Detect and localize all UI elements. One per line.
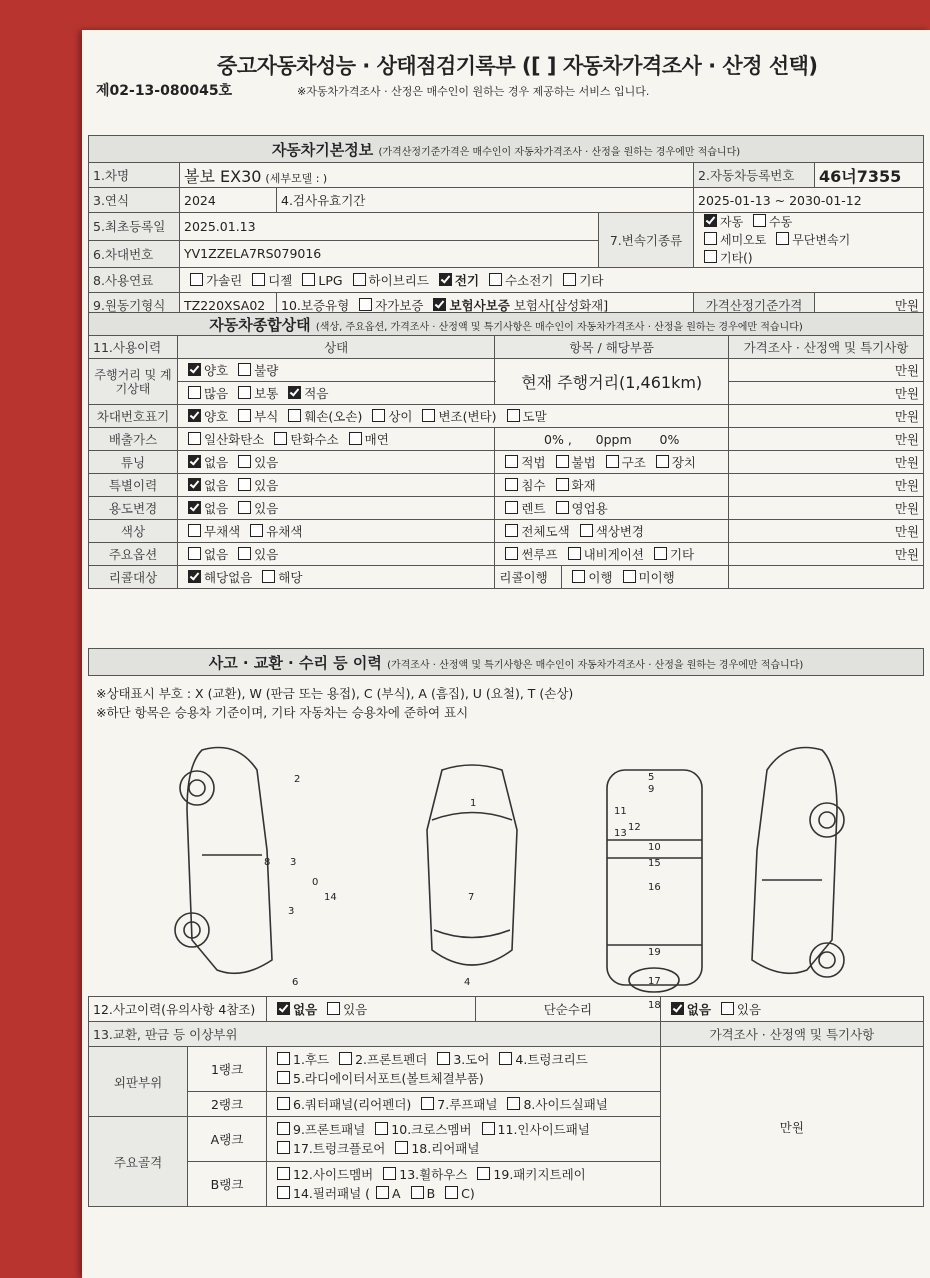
trans-manual-checkbox[interactable] [753,214,766,227]
pillar-b-label: B [426,1186,436,1201]
outer-label: 외판부위 [89,1047,188,1117]
emission-smoke-label: 매연 [364,432,389,447]
rankA-items [267,1117,661,1162]
mileage-value: 현재 주행거리(1,461km) [495,359,729,405]
trunk-floor-label: 17.트렁크플로어 [293,1141,386,1156]
fuel-gasoline-label: 가솔린 [206,273,243,288]
vin-mark-painted-checkbox[interactable] [507,409,520,422]
rear-panel-label: 18.리어패널 [411,1141,480,1156]
vin-mark-options [178,405,729,428]
rear-right-hub-icon [819,952,835,968]
vin-mark-damaged-checkbox[interactable] [288,409,301,422]
status-section-title: 자동차종합상태 [209,315,311,334]
color-label: 색상 [89,520,178,543]
special-fire-checkbox[interactable] [556,478,569,491]
basic-info-table [88,135,924,318]
trunk-lid-label: 4.트렁크리드 [515,1052,588,1067]
usage-business-checkbox[interactable] [556,501,569,514]
accident-section-header [89,649,924,676]
warranty-self-label: 자가보증 [375,298,424,313]
tuning-illegal-label: 불법 [571,455,596,470]
mileage-good-label: 양호 [204,363,229,378]
car-right-side-outline [752,748,837,974]
recall-done-checkbox[interactable] [572,570,585,583]
tuning-yes-checkbox[interactable] [238,455,251,468]
color-full-paint-label: 전체도색 [521,524,570,539]
year-label: 3.연식 [89,188,180,213]
recall-yes-checkbox[interactable] [262,570,275,583]
color-price: 만원 [729,520,924,543]
front-left-hub-icon [189,780,205,796]
trans-semi-label: 세미오토 [720,233,767,247]
warranty-self-checkbox[interactable] [359,298,372,311]
trans-semi-checkbox[interactable] [704,232,717,245]
col-price: 가격조사 · 산정액 및 특기사항 [729,336,924,359]
special-flood-checkbox[interactable] [505,478,518,491]
trans-other-checkbox[interactable] [704,250,717,263]
color-options [178,520,495,543]
accident-header-table [88,648,924,676]
vin-mark-corrosion-checkbox[interactable] [238,409,251,422]
radiator-support-label: 5.라디에이터서포트(볼트체결부품) [293,1071,484,1086]
usage-rent-checkbox[interactable] [505,501,518,514]
diagram-num-front-9: 9 [648,784,655,795]
fuel-label: 8.사용연료 [89,268,180,293]
accident-none-label: 없음 [293,1002,318,1017]
vin-mark-painted-label: 도말 [522,409,547,424]
diagram-num-left-door-rear: 3 [288,906,295,917]
vin: YV1ZZELA7RS079016 [180,240,599,268]
vin-mark-corrosion-label: 부식 [254,409,279,424]
special-none-label: 없음 [204,478,229,493]
year: 2024 [180,188,277,213]
vin-mark-different-label: 상이 [388,409,413,424]
rear-panel-checkbox[interactable] [395,1141,408,1154]
pillar-panel-label: 14.필러패널 ( [293,1186,371,1201]
recall-options [178,566,495,589]
usage-rent-label: 렌트 [521,501,546,516]
side-sill-checkbox[interactable] [507,1097,520,1110]
option-navi-checkbox[interactable] [568,547,581,560]
tuning-legal-label: 적법 [521,455,546,470]
recall-item-label: 리콜이행 [495,566,562,589]
inspection-label: 4.검사유효기간 [277,188,694,213]
emission-hc-label: 탄화수소 [290,432,339,447]
tuning-structure-checkbox[interactable] [606,455,619,468]
wheel-house-label: 13.휠하우스 [399,1167,468,1182]
fuel-diesel-checkbox[interactable] [252,273,265,286]
special-yes-label: 있음 [254,478,279,493]
accident-section-title: 사고 · 교환 · 수리 등 이력 [208,653,382,672]
mileage-high-checkbox[interactable] [188,386,201,399]
fuel-other-label: 기타 [579,273,604,288]
tuning-illegal-checkbox[interactable] [556,455,569,468]
swap-price: 만원 [660,1047,923,1207]
diagram-num-trunk-floor: 17 [648,976,661,987]
vin-mark-different-checkbox[interactable] [372,409,385,422]
diagram-num-left-sill: 8 [264,857,271,868]
usage-yes-label: 있음 [254,501,279,516]
roof-panel-label: 7.루프패널 [437,1097,498,1112]
front-fender-label: 2.프론트펜더 [355,1052,428,1067]
usage-none-label: 없음 [204,501,229,516]
mileage-low-checkbox[interactable] [288,386,301,399]
diagram-num-side-member: 12 [628,822,641,833]
fuel-hydrogen-checkbox[interactable] [489,273,502,286]
recall-na-label: 해당없음 [204,570,253,585]
special-price: 만원 [729,474,924,497]
mileage-state-row1 [178,359,495,382]
emission-values: 0% , 0ppm 0% [495,428,729,451]
trans-auto-label: 자동 [720,215,744,229]
recall-label: 리콜대상 [89,566,178,589]
fuel-hybrid-label: 하이브리드 [368,273,429,288]
emission-hc-value: 0ppm [595,431,632,447]
diagram-num-left-14: 14 [324,892,337,903]
car-name-label: 1.차명 [89,163,180,188]
vin-mark-altered-label: 변조(변타) [438,409,497,424]
emission-smoke-value: 0% [659,431,680,447]
diagram-num-floor: 16 [648,882,661,893]
side-member-checkbox[interactable] [277,1167,290,1180]
special-flood-label: 침수 [521,478,546,493]
door-label: 3.도어 [453,1052,490,1067]
vin-mark-good-checkbox[interactable] [188,409,201,422]
mileage-good-checkbox[interactable] [188,363,201,376]
price-label: 가격산정기준가격 [694,293,815,318]
sub-model: (세부모델 : ) [265,171,328,185]
car-top-windshield [432,813,512,821]
rankB-items [267,1162,661,1207]
roof-panel-checkbox[interactable] [421,1097,434,1110]
emission-co-value: 0% [544,431,564,447]
diagram-num-front-panel: 5 [648,772,655,783]
package-tray-label: 19.패키지트레이 [493,1167,586,1182]
front-fender-checkbox[interactable] [339,1052,352,1065]
reg-no-label: 2.자동차등록번호 [694,163,815,188]
trans-manual-label: 수동 [769,215,793,229]
tuning-options [178,451,495,474]
diagram-num-dash: 15 [648,858,661,869]
tuning-yes-label: 있음 [254,455,279,470]
front-panel-checkbox[interactable] [277,1122,290,1135]
color-achromatic-label: 무채색 [204,524,241,539]
vin-mark-good-label: 양호 [204,409,229,424]
cross-member-label: 10.크로스멤버 [391,1122,472,1137]
warranty-label: 10.보증유형 [281,298,350,313]
diagram-num-package-tray: 19 [648,947,661,958]
warranty-company: 보험사[삼성화재] [513,298,609,313]
inspection-period: 2025-01-13 ~ 2030-01-12 [694,188,924,213]
front-right-hub-icon [819,812,835,828]
fuel-lpg-label: LPG [318,273,343,288]
simple-yes-checkbox[interactable] [721,1002,734,1015]
status-section-note: (색상, 주요옵션, 가격조사 · 산정액 및 특기사항은 매수인이 자동차가격조사 · 산정을 원하는 경우에만 적습니다) [315,321,803,333]
trans-cvt-label: 무단변속기 [792,233,851,247]
mileage-price-2: 만원 [729,382,924,405]
tuning-legal-checkbox[interactable] [505,455,518,468]
col-state: 상태 [178,336,495,359]
accident-yes-label: 있음 [343,1002,368,1017]
status-table [88,312,924,589]
usage-label: 용도변경 [89,497,178,520]
accident-none-checkbox[interactable] [277,1002,290,1015]
special-none-checkbox[interactable] [188,478,201,491]
diagram-num-roof: 7 [468,892,475,903]
usage-none-checkbox[interactable] [188,501,201,514]
car-top-rear-window [434,930,510,938]
rank2-items [267,1092,661,1117]
color-change-checkbox[interactable] [580,524,593,537]
vin-mark-altered-checkbox[interactable] [422,409,435,422]
recall-done-label: 이행 [588,570,613,585]
reg-no: 46너7355 [815,163,924,188]
swap-label: 13.교환, 판금 등 이상부위 [89,1022,661,1047]
package-tray-checkbox[interactable] [477,1167,490,1180]
inside-panel-label: 11.인사이드패널 [497,1122,590,1137]
car-name-cell [180,163,694,188]
pillar-a-label: A [392,1186,401,1201]
trans-auto-checkbox[interactable] [704,214,717,227]
accident-yes-checkbox[interactable] [327,1002,340,1015]
tuning-device-label: 장치 [671,455,696,470]
simple-repair-options [660,997,923,1022]
fuel-other-checkbox[interactable] [563,273,576,286]
usage-yes-checkbox[interactable] [238,501,251,514]
mileage-high-label: 많음 [204,386,229,401]
rank1-items [267,1047,661,1092]
basic-section-note: (가격산정기준가격은 매수인이 자동차가격조사 · 산정을 원하는 경우에만 적습니다) [378,146,741,158]
fuel-lpg-checkbox[interactable] [302,273,315,286]
tuning-none-checkbox[interactable] [188,455,201,468]
tuning-detail [495,451,729,474]
page-title: 중고자동차성능 · 상태점검기록부 ([ ] 자동차가격조사 · 산정 선택) [217,54,818,78]
special-yes-checkbox[interactable] [238,478,251,491]
legend-note: ※하단 항목은 승용차 기준이며, 기타 자동차는 승용차에 준하여 표시 [96,705,469,720]
special-fire-label: 화재 [571,478,596,493]
side-sill-label: 8.사이드실패널 [523,1097,608,1112]
diagram-num-trunk: 4 [464,977,471,988]
radiator-support-checkbox[interactable] [277,1071,290,1084]
col-item: 항목 / 해당부품 [495,336,729,359]
pillar-a-checkbox[interactable] [376,1186,389,1199]
col-use-history: 11.사용이력 [89,336,178,359]
recall-detail [562,566,729,589]
trunk-floor-checkbox[interactable] [277,1141,290,1154]
emission-co-label: 일산화탄소 [204,432,265,447]
inside-panel-checkbox[interactable] [482,1122,495,1135]
emission-label: 배출가스 [89,428,178,451]
basic-section-header [89,136,924,163]
car-top-outline [427,765,517,965]
diagram-num-wheelhouse: 13 [614,828,627,839]
color-detail [495,520,729,543]
front-left-wheel-icon [180,771,214,805]
accident-history-options [267,997,476,1022]
hood-checkbox[interactable] [277,1052,290,1065]
first-reg: 2025.01.13 [180,213,599,241]
motor: TZ220XSA02 [180,293,277,318]
pillar-panel-checkbox[interactable] [277,1186,290,1199]
warranty-insurance-label: 보험사보증 [449,298,510,313]
vin-label: 6.차대번호 [89,240,180,268]
swap-price-col: 가격조사 · 산정액 및 특기사항 [660,1022,923,1047]
status-section-header [89,313,924,336]
front-panel-label: 9.프론트패널 [293,1122,366,1137]
option-sunroof-label: 썬루프 [521,547,558,562]
quarter-panel-checkbox[interactable] [277,1097,290,1110]
car-name: 볼보 EX30 [184,166,262,186]
mileage-price-1: 만원 [729,359,924,382]
price-unit: 만원 [815,293,924,318]
option-other-checkbox[interactable] [654,547,667,560]
usage-options [178,497,495,520]
wheel-house-checkbox[interactable] [383,1167,396,1180]
recall-yes-label: 해당 [278,570,303,585]
motor-label: 9.원동기형식 [89,293,180,318]
option-other-label: 기타 [669,547,695,562]
tuning-structure-label: 구조 [621,455,646,470]
front-right-wheel-icon [810,803,844,837]
accident-table [88,996,924,1207]
simple-none-label: 없음 [686,1002,711,1017]
rank1-label: 1랭크 [188,1047,267,1092]
simple-yes-label: 있음 [736,1002,762,1017]
color-chromatic-checkbox[interactable] [250,524,263,537]
mileage-bad-label: 불량 [254,363,279,378]
fuel-electric-checkbox[interactable] [439,273,452,286]
diagram-num-inside-panel: 11 [614,806,627,817]
option-yes-checkbox[interactable] [238,547,251,560]
legend-symbols: ※상태표시 부호 : X (교환), W (판금 또는 용접), C (부식), A (흠집), U (요철), T (손상) [96,686,574,701]
option-label: 주요옵션 [89,543,178,566]
document-number: 제02-13-080045호 [96,83,233,99]
diagram-num-hood: 1 [470,798,477,809]
accident-section-note: (가격조사 · 산정액 및 특기사항은 매수인이 자동차가격조사 · 산정을 원하는 경우에만 적습니다) [387,659,804,671]
trans-label: 7.변속기종류 [599,213,694,268]
recall-na-checkbox[interactable] [188,570,201,583]
trans-cvt-checkbox[interactable] [776,232,789,245]
hood-label: 1.후드 [293,1052,330,1067]
emission-co-checkbox[interactable] [188,432,201,445]
fuel-diesel-label: 디젤 [268,273,293,288]
diagram-num-cross-member: 10 [648,842,661,853]
option-options [178,543,495,566]
special-detail [495,474,729,497]
mileage-state-row2 [178,382,495,405]
rankA-label: A랭크 [188,1117,267,1162]
accident-history-label: 12.사고이력(유의사항 4참조) [89,997,267,1022]
diagram-num-rear-panel: 18 [648,1000,661,1011]
fuel-electric-label: 전기 [454,273,480,288]
option-detail [495,543,729,566]
pillar-b-checkbox[interactable] [411,1186,424,1199]
tuning-label: 튜닝 [89,451,178,474]
color-full-paint-checkbox[interactable] [505,524,518,537]
inspection-sheet [82,30,930,1278]
door-checkbox[interactable] [437,1052,450,1065]
usage-detail [495,497,729,520]
emission-price: 만원 [729,428,924,451]
simple-none-checkbox[interactable] [671,1002,684,1015]
legend [96,684,573,722]
service-notice: ※자동차가격조사 · 산정은 매수인이 원하는 경우 제공하는 서비스 입니다. [297,85,650,98]
recall-price [729,566,924,589]
simple-repair-label: 단순수리 [476,997,661,1022]
diagram-num-left-pillar: 0 [312,877,319,888]
tuning-price: 만원 [729,451,924,474]
rank2-label: 2랭크 [188,1092,267,1117]
color-achromatic-checkbox[interactable] [188,524,201,537]
fuel-hybrid-checkbox[interactable] [353,273,366,286]
first-reg-label: 5.최초등록일 [89,213,180,241]
fuel-hydrogen-label: 수소전기 [505,273,554,288]
diagram-num-left-fender: 2 [294,774,301,785]
tuning-none-label: 없음 [204,455,229,470]
mileage-normal-label: 보통 [254,386,279,401]
trans-options [694,213,924,268]
pillar-c-label: C) [461,1186,475,1201]
vin-mark-price: 만원 [729,405,924,428]
mileage-low-label: 적음 [304,386,329,401]
side-member-label: 12.사이드멤버 [293,1167,374,1182]
trans-other-label: 기타() [720,251,753,265]
special-label: 특별이력 [89,474,178,497]
usage-price: 만원 [729,497,924,520]
option-sunroof-checkbox[interactable] [505,547,518,560]
trunk-lid-checkbox[interactable] [499,1052,512,1065]
option-none-checkbox[interactable] [188,547,201,560]
recall-notdone-label: 미이행 [638,570,675,585]
rankB-label: B랭크 [188,1162,267,1207]
recall-notdone-checkbox[interactable] [623,570,636,583]
emission-options [178,428,495,451]
color-change-label: 색상변경 [595,524,644,539]
tuning-device-checkbox[interactable] [656,455,669,468]
option-none-label: 없음 [204,547,229,562]
diagram-num-left-door-front: 3 [290,857,297,868]
option-navi-label: 내비게이션 [583,547,644,562]
fuel-options [180,268,924,293]
emission-hc-checkbox[interactable] [274,432,287,445]
emission-smoke-checkbox[interactable] [349,432,362,445]
diagram-num-left-quarter: 6 [292,977,299,988]
fuel-gasoline-checkbox[interactable] [190,273,203,286]
cross-member-checkbox[interactable] [375,1122,388,1135]
pillar-c-checkbox[interactable] [445,1186,458,1199]
mileage-bad-checkbox[interactable] [238,363,251,376]
mileage-label: 주행거리 및 계기상태 [89,359,178,405]
vin-mark-label: 차대번호표기 [89,405,178,428]
frame-label: 주요골격 [89,1117,188,1207]
usage-business-label: 영업용 [571,501,608,516]
special-options [178,474,495,497]
mileage-normal-checkbox[interactable] [238,386,251,399]
basic-section-title: 자동차기본정보 [271,140,374,159]
car-left-side-outline [187,748,272,974]
option-yes-label: 있음 [254,547,279,562]
color-chromatic-label: 유채색 [266,524,303,539]
warranty-insurance-checkbox[interactable] [433,298,446,311]
vin-mark-damaged-label: 훼손(오손) [304,409,363,424]
option-price: 만원 [729,543,924,566]
quarter-panel-label: 6.쿼터패널(리어펜더) [293,1097,412,1112]
